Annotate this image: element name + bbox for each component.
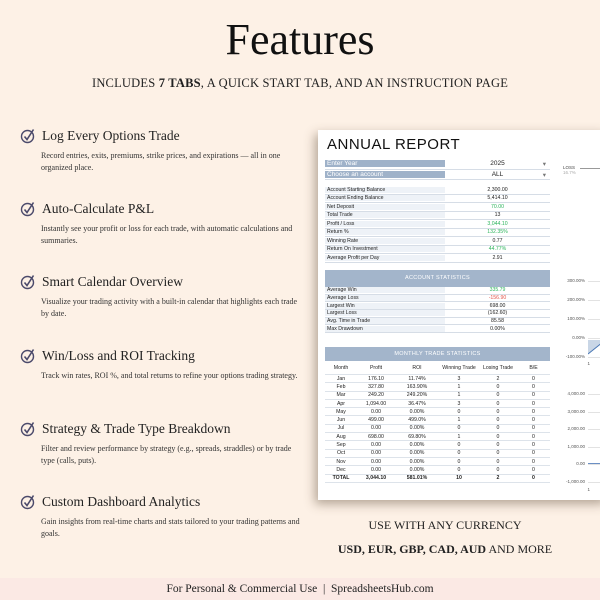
- table-cell: 0: [457, 450, 461, 457]
- stat-row: [325, 287, 550, 295]
- table-cell: 698.00: [368, 433, 384, 440]
- subtitle-pre: INCLUDES: [91, 76, 159, 90]
- stat-row: [325, 237, 550, 246]
- table-cell: 0: [457, 408, 461, 415]
- table-cell: 3: [457, 375, 461, 382]
- pie-value: 16.7%: [563, 170, 576, 175]
- currency-list: [300, 542, 590, 557]
- table-cell: 0: [496, 442, 500, 449]
- stat-value: 0.77: [492, 237, 503, 244]
- stat-value: 3,044.10: [487, 220, 508, 227]
- stat-row: [325, 302, 550, 310]
- table-cell: 0: [532, 458, 535, 465]
- table-cell: 36.47%: [408, 400, 426, 407]
- table-cell: 3,044.10: [365, 475, 387, 482]
- table-cell: 249.20: [368, 392, 384, 399]
- table-cell: 0: [496, 450, 500, 457]
- table-cell: 0: [496, 417, 500, 424]
- gridline: [588, 357, 600, 358]
- stat-row: [325, 212, 550, 221]
- return-chart-line: [588, 330, 600, 360]
- stat-value: 44.77%: [488, 246, 507, 253]
- feature-description: Track win rates, ROI %, and total returns to refine your options trading strategy.: [41, 371, 298, 380]
- stat-row: [325, 295, 550, 303]
- table-cell: Mar: [336, 392, 346, 399]
- gridline: [588, 464, 600, 465]
- footer-usage: For Personal & Commercial Use: [166, 583, 318, 595]
- stat-label: Total Trade: [325, 212, 445, 218]
- feature-description: Filter and review performance by strategy (e.g., spreads, straddles) or by trade type (calls, puts).: [41, 444, 292, 465]
- selector-dropdown[interactable]: [445, 160, 550, 167]
- table-cell: 0: [457, 442, 461, 449]
- axis-tick-label: 0.00%: [572, 335, 585, 340]
- stat-value: 2,300.00: [487, 186, 508, 193]
- table-row: [325, 433, 550, 441]
- table-cell: 0: [496, 400, 500, 407]
- report-title: ANNUAL REPORT: [327, 136, 461, 153]
- gridline: [588, 482, 600, 483]
- table-row: [325, 425, 550, 433]
- table-cell: 0.00%: [409, 466, 425, 473]
- account-stats: [325, 270, 550, 333]
- gridline: [588, 300, 600, 301]
- table-cell: May: [336, 408, 346, 415]
- account-stats-header: ACCOUNT STATISTICS: [325, 270, 550, 287]
- feature-title: Log Every Options Trade: [42, 128, 180, 143]
- table-row: [325, 458, 550, 466]
- table-cell: Nov: [336, 458, 346, 465]
- table-cell: 2: [496, 475, 500, 482]
- table-cell: TOTAL: [332, 475, 350, 482]
- table-cell: 69.80%: [408, 433, 426, 440]
- x-tick-label: 1: [587, 361, 590, 366]
- axis-tick-label: -1,000.00: [565, 478, 585, 484]
- feature-title: Strategy & Trade Type Breakdown: [42, 421, 231, 436]
- feature-title: Smart Calendar Overview: [42, 274, 183, 289]
- feature-title: Custom Dashboard Analytics: [42, 494, 201, 509]
- table-cell: 0.00%: [409, 425, 425, 432]
- table-cell: Apr: [336, 400, 346, 407]
- table-cell: 0.00%: [409, 450, 425, 457]
- table-cell: Jan: [336, 375, 346, 382]
- feature-heading: [20, 274, 305, 290]
- selector-row[interactable]: [325, 170, 550, 181]
- selector-label: Choose an account: [325, 171, 445, 178]
- table-cell: 0: [457, 458, 461, 465]
- total-row: [325, 475, 550, 483]
- table-cell: 1: [457, 383, 461, 390]
- stat-value: 2.91: [492, 254, 503, 261]
- subtitle: [0, 76, 600, 91]
- table-cell: 1: [457, 392, 461, 399]
- feature-item: [20, 421, 305, 466]
- stat-row: [325, 220, 550, 229]
- feature-item: [20, 494, 305, 539]
- axis-tick-label: 200.00%: [567, 297, 585, 302]
- stat-row: [325, 318, 550, 326]
- table-cell: 0: [532, 466, 535, 473]
- selector-label: Enter Year: [325, 160, 445, 167]
- checkmark-circle-icon: [20, 494, 36, 510]
- annual-report-card: [318, 130, 600, 500]
- stat-label: Account Starting Balance: [325, 187, 445, 193]
- table-cell: 0: [496, 408, 500, 415]
- table-cell: Feb: [336, 383, 346, 390]
- stat-label: Account Ending Balance: [325, 195, 445, 201]
- table-cell: 0.00: [370, 458, 382, 465]
- table-cell: 0: [532, 475, 535, 482]
- stat-value: 698.00: [489, 302, 506, 309]
- gridline: [588, 281, 600, 282]
- gridline: [588, 429, 600, 430]
- table-cell: 176.10: [368, 375, 384, 382]
- table-cell: 2: [496, 375, 500, 382]
- stat-row: [325, 254, 550, 263]
- feature-description: Visualize your trading activity with a built-in calendar that highlights each trade by date.: [41, 297, 298, 318]
- table-cell: 499.0%: [408, 417, 426, 424]
- stat-row: [325, 186, 550, 195]
- stat-label: Profit / Loss: [325, 221, 445, 227]
- table-row: [325, 466, 550, 474]
- stat-label: Avg. Time in Trade: [325, 318, 445, 324]
- stat-row: [325, 229, 550, 238]
- gridline: [588, 319, 600, 320]
- table-cell: 0.00%: [409, 442, 425, 449]
- checkmark-circle-icon: [20, 201, 36, 217]
- axis-tick-label: 0.00: [576, 461, 585, 466]
- gridline: [588, 412, 600, 413]
- stat-row: [325, 195, 550, 204]
- stat-value: 0.00%: [490, 325, 505, 332]
- table-cell: 0: [532, 383, 535, 390]
- feature-heading: [20, 494, 305, 510]
- table-cell: Sep: [336, 442, 346, 449]
- column-header: Month: [333, 364, 349, 371]
- table-cell: 0: [532, 425, 535, 432]
- chevron-down-icon: ▾: [542, 171, 546, 179]
- table-cell: 0: [532, 442, 535, 449]
- monthly-header-row: [325, 361, 550, 375]
- table-cell: 327.80: [368, 383, 384, 390]
- table-cell: 0: [496, 425, 500, 432]
- table-cell: 0: [532, 400, 535, 407]
- stat-value: 85.58: [491, 318, 504, 325]
- table-cell: 0: [532, 450, 535, 457]
- stat-label: Largest Win: [325, 303, 445, 309]
- selector-value: ALL: [491, 170, 504, 178]
- axis-tick-label: -100.00%: [565, 354, 585, 359]
- pie-label: LOSS: [563, 165, 576, 170]
- x-tick-label: 1: [587, 487, 590, 492]
- feature-description: Gain insights from real-time charts and stats tailored to your trading patterns and goals.: [41, 517, 300, 538]
- gridline: [588, 447, 600, 448]
- table-cell: 0: [496, 392, 500, 399]
- table-cell: 10: [456, 475, 462, 482]
- stat-label: Winning Rate: [325, 238, 445, 244]
- feature-heading: [20, 128, 305, 144]
- feature-heading: [20, 421, 305, 437]
- table-cell: Oct: [336, 450, 346, 457]
- axis-tick-label: 100.00%: [567, 316, 585, 321]
- table-cell: Jul: [337, 425, 345, 432]
- axis-tick-label: 3,000.00: [567, 408, 585, 414]
- feature-title: Auto-Calculate P&L: [42, 201, 155, 216]
- table-cell: 11.74%: [408, 375, 426, 382]
- axis-tick-label: 1,000.00: [567, 443, 585, 449]
- stat-value: 5,414.10: [487, 195, 508, 202]
- column-header: Profit: [369, 364, 383, 371]
- axis-tick-label: 4,000.00: [567, 391, 585, 396]
- column-header: B/E: [529, 364, 538, 371]
- table-cell: 163.90%: [406, 383, 428, 390]
- chevron-down-icon: ▾: [542, 161, 546, 169]
- stat-label: Largest Loss: [325, 310, 445, 316]
- table-cell: 1,094.00: [365, 400, 387, 407]
- report-selectors: [325, 159, 550, 180]
- selector-dropdown[interactable]: [445, 171, 550, 178]
- table-row: [325, 450, 550, 458]
- stat-value: -156.90: [488, 295, 507, 302]
- stat-value: 13: [494, 212, 501, 219]
- monthly-stats-header: MONTHLY TRADE STATISTICS: [325, 347, 550, 361]
- table-cell: 0.00: [370, 442, 382, 449]
- column-header: Losing Trade: [483, 364, 513, 371]
- table-cell: 0: [496, 458, 500, 465]
- table-cell: Aug: [336, 433, 346, 440]
- selector-row[interactable]: [325, 159, 550, 170]
- selector-value: 2025: [490, 160, 505, 168]
- table-cell: 0.00: [370, 450, 382, 457]
- page-title: Features: [225, 15, 375, 64]
- feature-title: Win/Loss and ROI Tracking: [42, 348, 195, 363]
- table-cell: Dec: [336, 466, 346, 473]
- table-row: [325, 416, 550, 424]
- table-cell: 0: [496, 466, 500, 473]
- feature-item: [20, 274, 305, 319]
- stat-label: Average Profit per Day: [325, 255, 445, 261]
- footer: [0, 578, 600, 600]
- table-cell: 581.01%: [406, 475, 428, 482]
- feature-heading: [20, 348, 305, 364]
- table-cell: 499.00: [368, 417, 384, 424]
- table-cell: 0.00%: [409, 408, 425, 415]
- stat-value: (162.60): [487, 310, 508, 317]
- stat-label: Return %: [325, 229, 445, 235]
- stat-value: 335.79: [489, 287, 506, 294]
- table-row: [325, 441, 550, 449]
- column-header: Winning Trade: [442, 364, 476, 371]
- table-row: [325, 383, 550, 391]
- feature-item: [20, 201, 305, 246]
- table-cell: 1: [457, 417, 461, 424]
- table-cell: 0.00: [370, 425, 382, 432]
- checkmark-circle-icon: [20, 274, 36, 290]
- table-cell: 0: [532, 408, 535, 415]
- table-cell: 1: [457, 433, 461, 440]
- summary-table: [325, 186, 550, 263]
- table-cell: 0: [532, 417, 535, 424]
- stat-value: 132.35%: [487, 229, 508, 236]
- table-cell: 249.20%: [406, 392, 428, 399]
- table-row: [325, 392, 550, 400]
- table-cell: 0: [457, 466, 461, 473]
- table-cell: 0.00%: [409, 458, 425, 465]
- table-row: [325, 375, 550, 383]
- stat-label: Average Loss: [325, 295, 445, 301]
- feature-description: Record entries, exits, premiums, strike prices, and expirations — all in one organized place.: [41, 151, 281, 172]
- pie-leader-line: [580, 168, 600, 169]
- axis-tick-label: 2,000.00: [567, 426, 585, 431]
- checkmark-circle-icon: [20, 421, 36, 437]
- table-cell: 0: [532, 392, 535, 399]
- column-header: ROI: [412, 364, 422, 371]
- table-row: [325, 408, 550, 416]
- subtitle-bold: 7 TABS: [158, 76, 201, 90]
- table-cell: 0: [532, 375, 535, 382]
- gridline: [588, 338, 600, 339]
- subtitle-post: , A QUICK START TAB, AND AN INSTRUCTION PAGE: [200, 76, 509, 90]
- checkmark-circle-icon: [20, 348, 36, 364]
- table-cell: 0: [496, 383, 500, 390]
- stat-label: Net Deposit: [325, 204, 445, 210]
- stat-row: [325, 203, 550, 212]
- feature-description: Instantly see your profit or loss for each trade, with automatic calculations and summaries.: [41, 224, 293, 245]
- table-cell: 0: [496, 433, 500, 440]
- stat-row: [325, 325, 550, 333]
- table-cell: 0: [532, 433, 535, 440]
- currency-suffix: AND MORE: [488, 542, 553, 556]
- feature-item: [20, 128, 305, 173]
- monthly-stats: [325, 347, 550, 483]
- footer-separator: |: [322, 583, 326, 595]
- footer-website: SpreadsheetsHub.com: [331, 583, 434, 595]
- table-cell: 3: [457, 400, 461, 407]
- stat-label: Average Win: [325, 287, 445, 293]
- table-cell: 0: [457, 425, 461, 432]
- table-cell: 0.00: [370, 408, 382, 415]
- stat-value: 70.00: [491, 203, 504, 210]
- stat-label: Max Drawdown: [325, 326, 445, 332]
- feature-heading: [20, 201, 305, 217]
- table-cell: 0.00: [370, 466, 382, 473]
- gridline: [588, 394, 600, 395]
- stat-row: [325, 310, 550, 318]
- checkmark-circle-icon: [20, 128, 36, 144]
- currency-heading: USE WITH ANY CURRENCY: [368, 518, 522, 532]
- feature-item: [20, 348, 305, 382]
- stat-label: Return On Investment: [325, 246, 445, 252]
- axis-tick-label: 300.00%: [567, 278, 585, 283]
- stat-row: [325, 246, 550, 255]
- table-cell: Jun: [336, 417, 346, 424]
- table-row: [325, 400, 550, 408]
- currency-codes: USD, EUR, GBP, CAD, AUD: [337, 542, 487, 556]
